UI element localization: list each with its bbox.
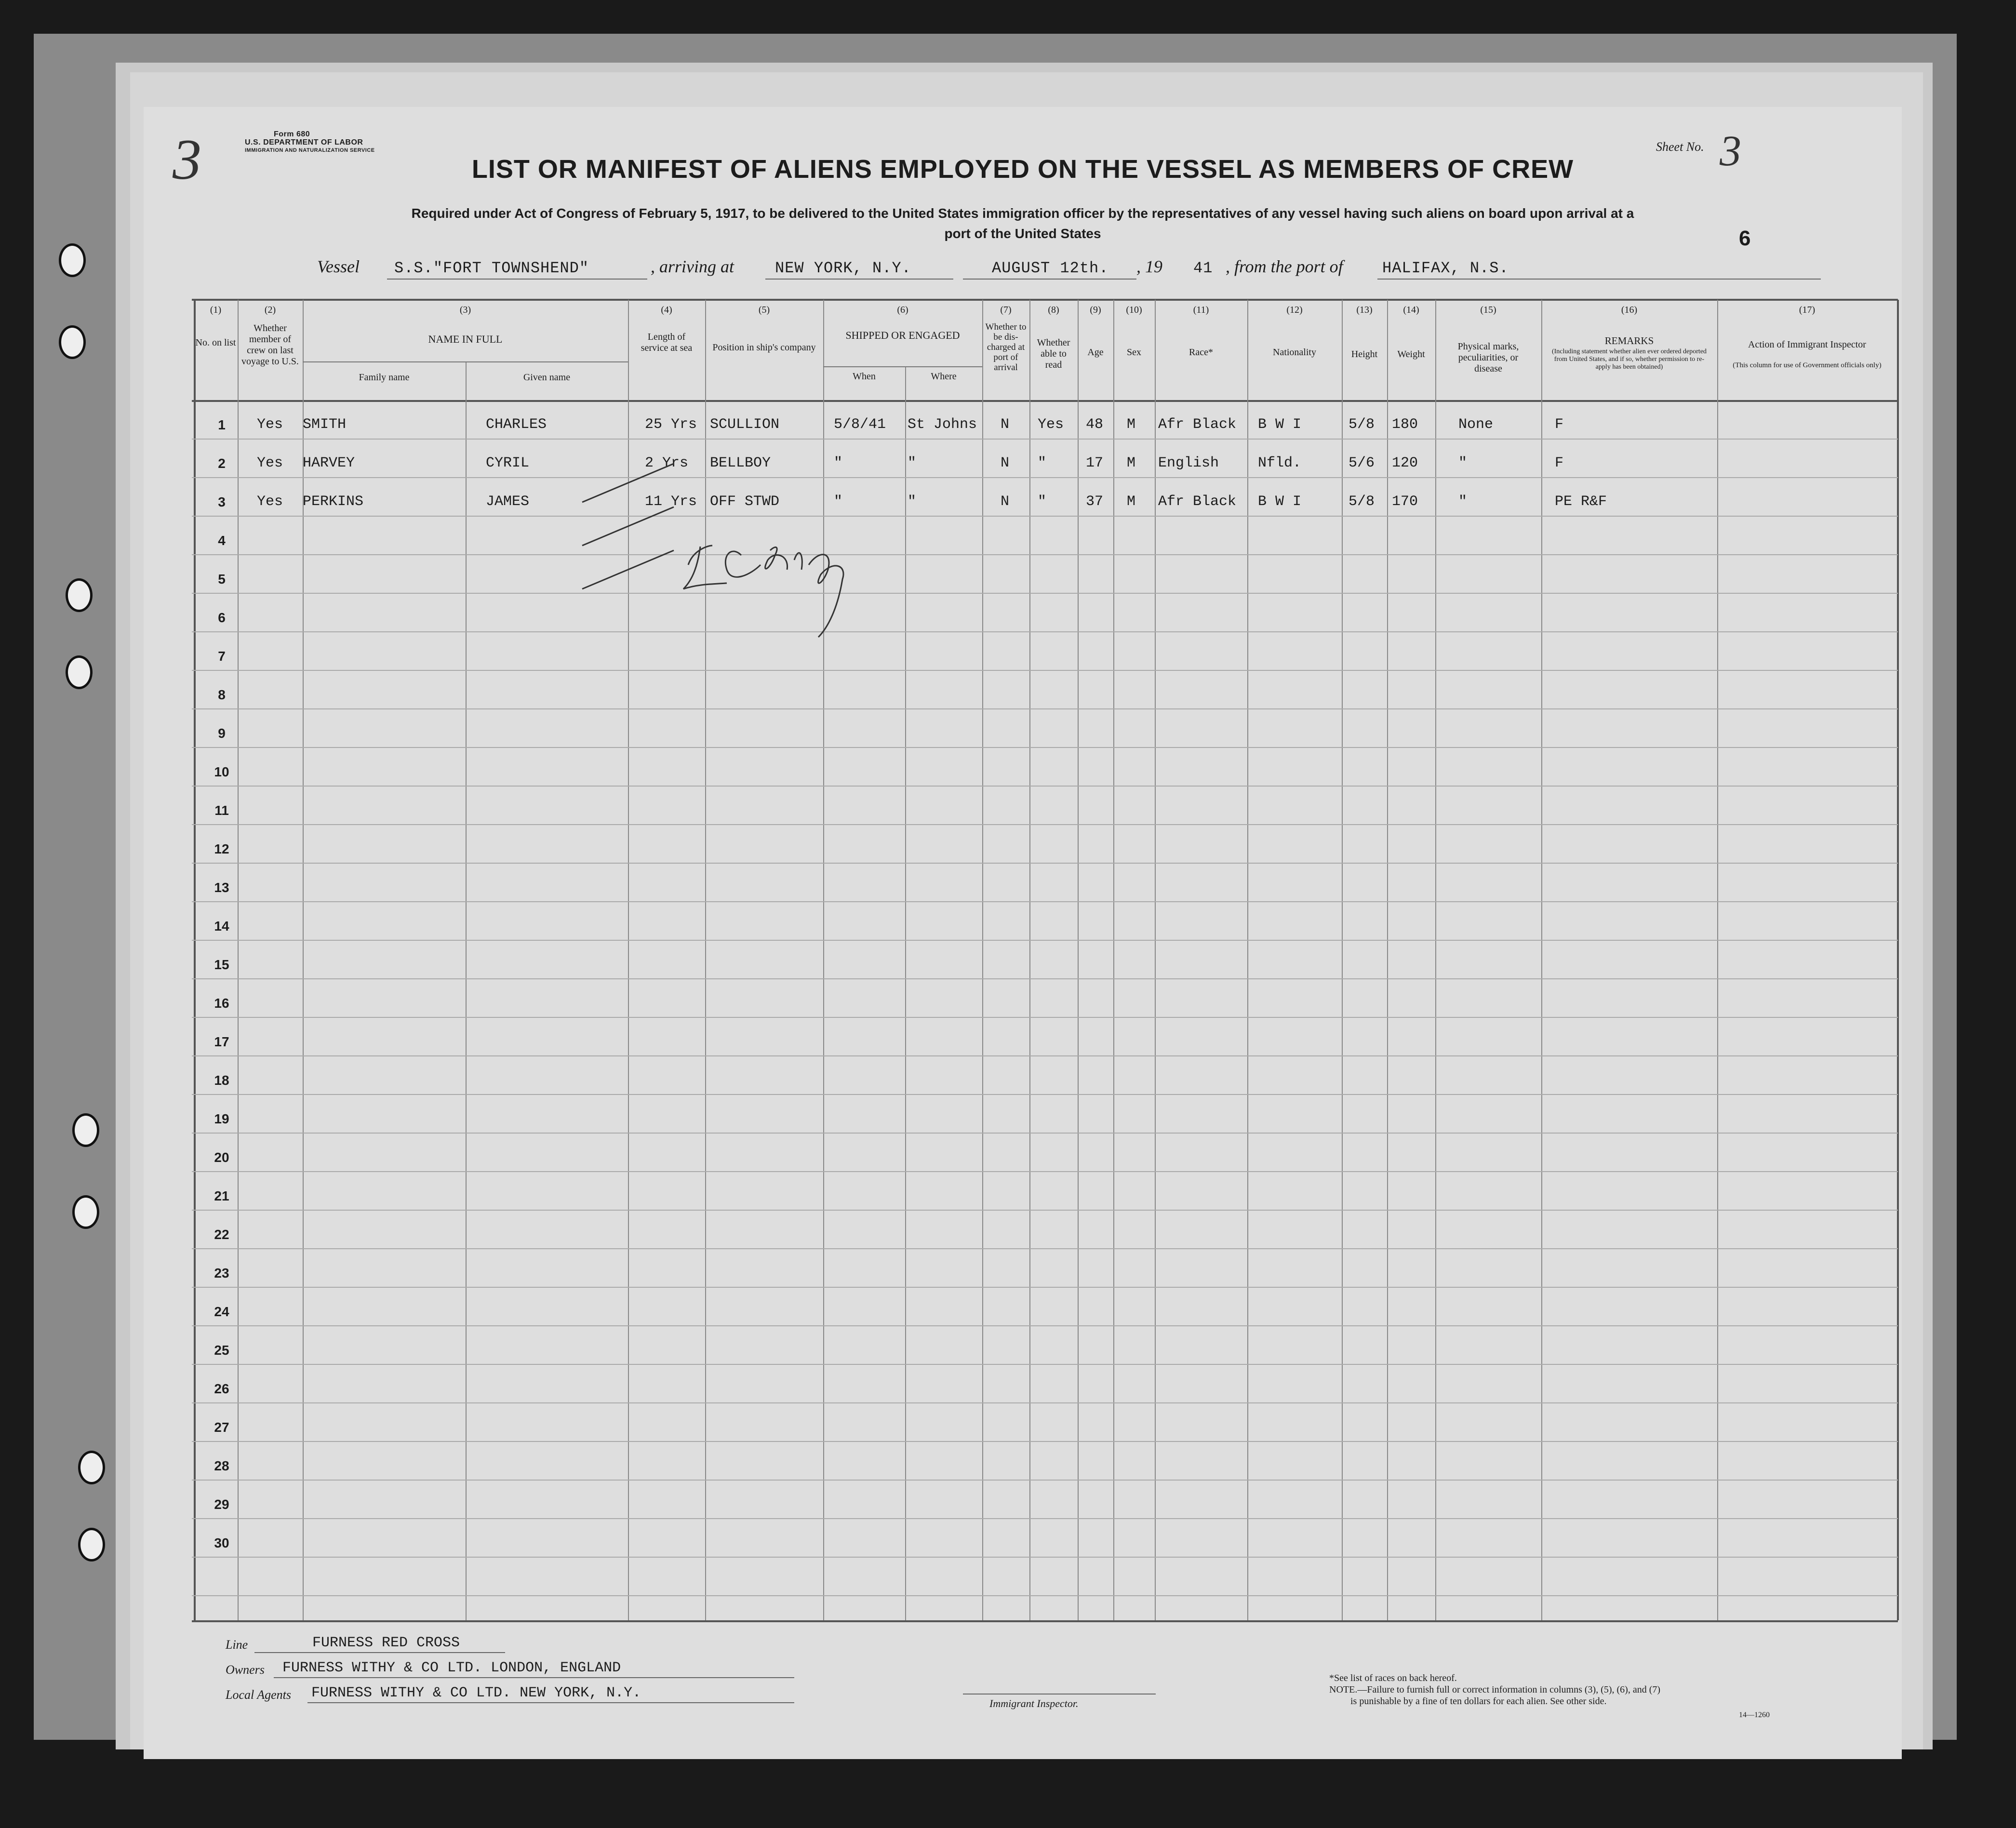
row-number: 2 (218, 456, 226, 471)
row-number: 11 (214, 803, 229, 818)
row-rule (192, 1017, 1898, 1018)
column-rule (982, 300, 983, 1620)
given-name-cell: CHARLES (486, 416, 547, 433)
physical-marks-cell: " (1458, 494, 1468, 510)
row-rule (192, 439, 1898, 440)
header-shipped-engaged: SHIPPED OR ENGAGED (845, 329, 960, 341)
physical-marks-cell: None (1458, 416, 1494, 433)
arriving-underline (765, 279, 953, 280)
arrival-date: AUGUST 12th. (992, 259, 1109, 277)
from-port-underline (1377, 279, 1821, 280)
column-rule (1113, 300, 1114, 1620)
length-service-cell: 11 Yrs (645, 494, 697, 510)
row-number: 13 (214, 880, 229, 895)
header-action-note: (This column for use of Government officials only) (1733, 361, 1882, 369)
nationality-cell: B W I (1258, 494, 1302, 510)
row-rule (192, 786, 1898, 787)
row-number: 5 (218, 572, 226, 587)
punch-hole (78, 1451, 105, 1484)
inspector-label: Immigrant Inspector. (989, 1697, 1079, 1709)
header-length-service: Length of service at sea (641, 332, 693, 353)
service: IMMIGRATION AND NATURALIZATION SERVICE (245, 147, 375, 153)
race-cell: Afr Black (1158, 494, 1237, 510)
header-discharged: Whether to be dis- charged at port of arrival (985, 322, 1027, 373)
read-cell: " (1038, 494, 1047, 510)
row-rule (192, 1094, 1898, 1095)
owners-underline (274, 1677, 794, 1678)
family-name-cell: PERKINS (303, 494, 364, 510)
punch-hole (66, 655, 93, 689)
agents-value: FURNESS WITHY & CO LTD. NEW YORK, N.Y. (311, 1685, 641, 1701)
page-subtitle (211, 203, 1834, 244)
sex-cell: M (1127, 416, 1136, 433)
column-rule (466, 362, 467, 1620)
column-rule (1078, 300, 1079, 1620)
row-rule (192, 1287, 1898, 1288)
where-cell: St Johns (908, 416, 977, 433)
where-cell: " (908, 494, 917, 510)
row-rule (192, 747, 1898, 748)
given-name-cell: CYRIL (486, 455, 530, 471)
column-number: (2) (264, 305, 276, 315)
row-number: 4 (218, 533, 226, 548)
row-rule (192, 516, 1898, 517)
row-rule (192, 1441, 1898, 1442)
header-remarks: REMARKS (1604, 335, 1654, 347)
from-port: HALIFAX, N.S. (1382, 259, 1509, 277)
header-physical-marks: Physical marks, peculiarities, or disease (1457, 341, 1519, 374)
column-number: (1) (210, 305, 222, 315)
header-race: Race* (1189, 347, 1213, 358)
punch-hole (72, 1113, 99, 1147)
header-age: Age (1087, 347, 1104, 358)
punch-hole (59, 243, 86, 277)
row-number: 27 (214, 1420, 229, 1435)
row-rule (192, 978, 1898, 979)
row-rule (192, 631, 1898, 632)
age-cell: 48 (1086, 416, 1104, 433)
discharged-cell: N (1001, 494, 1010, 510)
row-rule (192, 1248, 1898, 1249)
vessel-underline (387, 279, 647, 280)
length-service-cell: 2 Yrs (645, 455, 689, 471)
where-cell: " (908, 455, 917, 471)
row-number: 16 (214, 996, 229, 1011)
column-number: (12) (1286, 305, 1303, 315)
column-number: (4) (661, 305, 672, 315)
remarks-cell: F (1555, 455, 1564, 471)
sheet-number-label: Sheet No. (1656, 140, 1704, 154)
given-name-cell: JAMES (486, 494, 530, 510)
line-label: Line (226, 1638, 248, 1652)
row-number: 23 (214, 1266, 229, 1281)
row-number: 10 (214, 764, 229, 779)
row-rule (192, 1518, 1898, 1519)
column-rule (1541, 300, 1542, 1620)
row-rule (192, 1133, 1898, 1134)
remarks-cell: F (1555, 416, 1564, 433)
row-rule (192, 477, 1898, 478)
read-cell: " (1038, 455, 1047, 471)
inspector-signature (674, 517, 876, 642)
position-cell: OFF STWD (710, 494, 780, 510)
table-top-border (192, 299, 1898, 301)
line-underline (254, 1652, 505, 1653)
vessel-label: Vessel (317, 257, 360, 276)
page-title: LIST OR MANIFEST OF ALIENS EMPLOYED ON THE VESSEL AS MEMBERS OF CREW (471, 155, 1574, 184)
row-rule (192, 1325, 1898, 1326)
sex-cell: M (1127, 455, 1136, 471)
header-where: Where (931, 371, 957, 382)
member-cell: Yes (257, 416, 283, 433)
owners-value: FURNESS WITHY & CO LTD. LONDON, ENGLAND (282, 1660, 621, 1676)
row-rule (192, 593, 1898, 594)
row-rule (192, 901, 1898, 902)
column-number: (16) (1621, 305, 1638, 315)
header-read: Whether able to read (1037, 337, 1070, 370)
punch-hole (66, 578, 93, 612)
header-weight: Weight (1397, 349, 1425, 360)
row-number: 22 (214, 1227, 229, 1242)
row-number: 15 (214, 957, 229, 972)
row-rule (192, 940, 1898, 941)
name-subheader-rule (303, 361, 628, 362)
position-cell: BELLBOY (710, 455, 771, 471)
punch-hole (72, 1195, 99, 1229)
column-rule (1342, 300, 1343, 1620)
column-rule (1029, 300, 1030, 1620)
column-rule (823, 300, 824, 1620)
family-name-cell: HARVEY (303, 455, 355, 471)
member-cell: Yes (257, 455, 283, 471)
column-number: (17) (1799, 305, 1816, 315)
from-port-label: , from the port of (1226, 257, 1343, 276)
print-code: 14—1260 (1739, 1711, 1770, 1719)
column-number: (13) (1356, 305, 1373, 315)
row-number: 12 (214, 841, 229, 856)
weight-cell: 120 (1392, 455, 1418, 471)
line-value: FURNESS RED CROSS (312, 1635, 460, 1651)
column-rule (1387, 300, 1388, 1620)
row-rule (192, 708, 1898, 709)
manifest-sheet (144, 107, 1902, 1759)
header-nationality: Nationality (1273, 347, 1316, 358)
height-cell: 5/8 (1348, 416, 1375, 433)
row-rule (192, 1171, 1898, 1172)
row-number: 1 (218, 417, 226, 432)
column-number: (9) (1090, 305, 1101, 315)
row-rule (192, 863, 1898, 864)
length-service-cell: 25 Yrs (645, 416, 697, 433)
department: U.S. DEPARTMENT OF LABOR (245, 138, 363, 147)
table-header-border (192, 400, 1898, 402)
row-rule (192, 1364, 1898, 1365)
footnote-fine-2: is punishable by a fine of ten dollars for each alien. See other side. (1350, 1696, 1607, 1707)
read-cell: Yes (1038, 416, 1064, 433)
column-rule (1155, 300, 1156, 1620)
inspector-underline (963, 1694, 1156, 1695)
column-number: (11) (1193, 305, 1209, 315)
header-name-in-full: NAME IN FULL (428, 333, 503, 345)
when-cell: 5/8/41 (834, 416, 886, 433)
row-number: 9 (218, 726, 226, 741)
physical-marks-cell: " (1458, 455, 1468, 471)
row-number: 25 (214, 1343, 229, 1358)
corner-handwritten-number: 3 (173, 127, 201, 191)
year-value: 41 (1193, 259, 1213, 277)
agents-label: Local Agents (226, 1688, 292, 1702)
when-cell: " (834, 455, 843, 471)
footnote (1329, 1672, 1660, 1707)
column-number: (15) (1480, 305, 1496, 315)
age-cell: 17 (1086, 455, 1104, 471)
column-number: (5) (758, 305, 770, 315)
row-number: 20 (214, 1150, 229, 1165)
row-number: 8 (218, 687, 226, 702)
header-given-name: Given name (523, 372, 571, 383)
column-rule (905, 367, 906, 1620)
age-cell: 37 (1086, 494, 1104, 510)
row-rule (192, 1402, 1898, 1403)
row-rule (192, 1210, 1898, 1211)
column-number: (14) (1403, 305, 1419, 315)
form-number: Form 680 (274, 130, 310, 138)
row-number: 21 (214, 1188, 229, 1203)
column-number: (6) (897, 305, 908, 315)
vessel-name: S.S."FORT TOWNSHEND" (394, 259, 589, 277)
subtitle-line-2: port of the United States (944, 226, 1101, 241)
row-rule (192, 1480, 1898, 1481)
row-number: 30 (214, 1535, 229, 1550)
header-member-last-voyage: Whether member of crew on last voyage to U.S. (241, 323, 299, 367)
row-number: 26 (214, 1381, 229, 1396)
column-rule (1247, 300, 1248, 1620)
header-family-name: Family name (359, 372, 410, 383)
row-number: 19 (214, 1111, 229, 1126)
row-number: 28 (214, 1458, 229, 1473)
when-cell: " (834, 494, 843, 510)
column-rule (1435, 300, 1436, 1620)
nationality-cell: B W I (1258, 416, 1302, 433)
position-cell: SCULLION (710, 416, 780, 433)
row-number: 3 (218, 494, 226, 509)
row-number: 6 (218, 610, 226, 625)
header-action: Action of Immigrant Inspector (1748, 339, 1866, 350)
footnote-fine: NOTE.—Failure to furnish full or correct information in columns (3), (5), (6), and (7) (1329, 1684, 1661, 1695)
race-cell: English (1158, 455, 1219, 471)
table-bottom-border (192, 1620, 1898, 1622)
family-name-cell: SMITH (303, 416, 347, 433)
row-number: 14 (214, 919, 229, 934)
header-position: Position in ship's company (712, 342, 816, 353)
row-number: 29 (214, 1497, 229, 1512)
arriving-label: , arriving at (651, 257, 734, 276)
subtitle-line-1: Required under Act of Congress of February 5, 1917, to be delivered to the United States immigration officer by the representatives of any vessel having such aliens on board upon arrival at a (411, 206, 1634, 221)
header-sex: Sex (1127, 347, 1141, 358)
row-rule (192, 1557, 1898, 1558)
column-rule (1717, 300, 1718, 1620)
header-remarks-note: (Including statement whether alien ever ordered deported from United States, and if so, whether permission to re-apply has been obtained) (1551, 348, 1707, 371)
weight-cell: 170 (1392, 494, 1418, 510)
column-number: (3) (459, 305, 471, 315)
column-number: (10) (1126, 305, 1142, 315)
row-rule (192, 1595, 1898, 1596)
row-rule (192, 1055, 1898, 1056)
header-height: Height (1351, 349, 1378, 360)
column-rule (238, 300, 239, 1620)
header-when: When (853, 371, 876, 382)
column-number: (8) (1048, 305, 1059, 315)
arriving-port: NEW YORK, N.Y. (775, 259, 911, 277)
column-rule (1897, 300, 1899, 1620)
sex-cell: M (1127, 494, 1136, 510)
row-rule (192, 670, 1898, 671)
form-header (245, 130, 375, 155)
height-cell: 5/6 (1348, 455, 1375, 471)
row-number: 18 (214, 1073, 229, 1088)
sheet-number-value: 3 (1720, 127, 1741, 175)
height-cell: 5/8 (1348, 494, 1375, 510)
nationality-cell: Nfld. (1258, 455, 1302, 471)
row-number: 7 (218, 649, 226, 664)
member-cell: Yes (257, 494, 283, 510)
punch-hole (78, 1528, 105, 1561)
row-rule (192, 824, 1898, 825)
row-number: 24 (214, 1304, 229, 1319)
header-no-on-list: No. on list (195, 337, 236, 348)
discharged-cell: N (1001, 416, 1010, 433)
stamp-number: 6 (1739, 227, 1751, 250)
shipped-subheader-rule (823, 366, 982, 367)
column-number: (7) (1000, 305, 1012, 315)
race-cell: Afr Black (1158, 416, 1237, 433)
agents-underline (307, 1702, 794, 1703)
remarks-cell: PE R&F (1555, 494, 1607, 510)
owners-label: Owners (226, 1663, 265, 1677)
row-rule (192, 554, 1898, 555)
date-underline (963, 279, 1136, 280)
weight-cell: 180 (1392, 416, 1418, 433)
footnote-races: *See list of races on back hereof. (1329, 1673, 1457, 1683)
year-label: , 19 (1136, 257, 1162, 276)
discharged-cell: N (1001, 455, 1010, 471)
row-number: 17 (214, 1034, 229, 1049)
column-rule (194, 300, 196, 1620)
punch-hole (59, 325, 86, 359)
